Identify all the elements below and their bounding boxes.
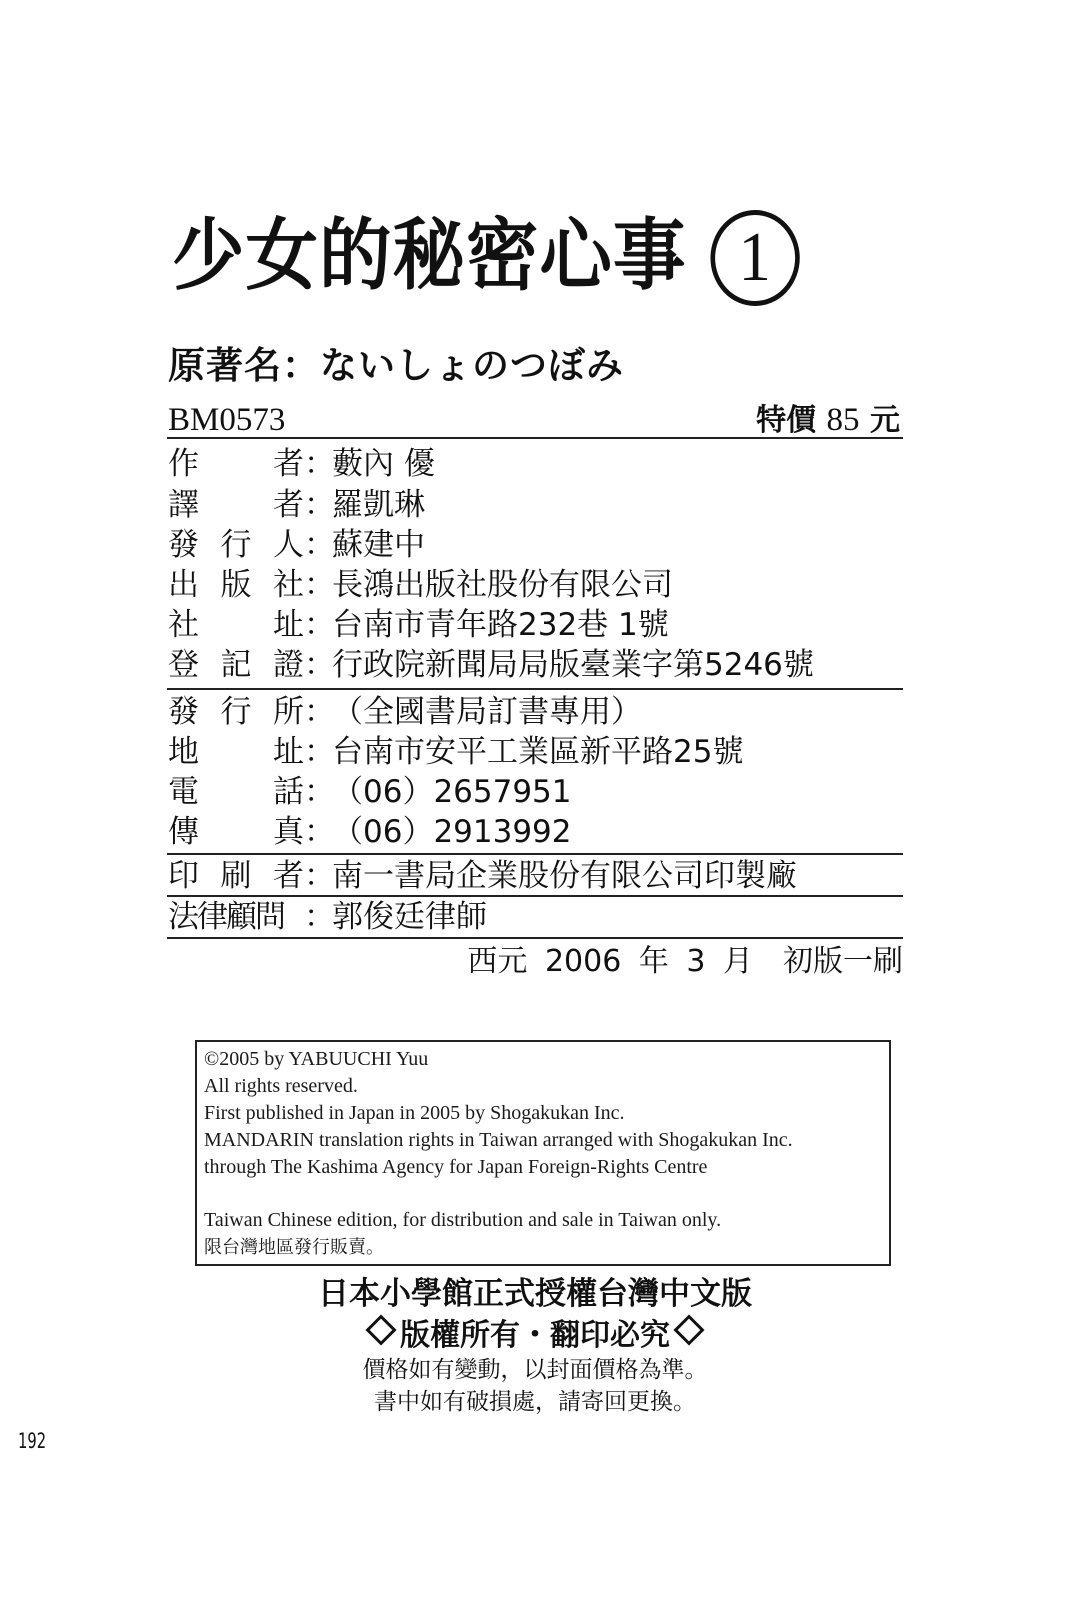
credit-value: 蘇建中	[332, 527, 425, 563]
credit-value: 羅凱琳	[332, 487, 425, 523]
credit-label: 作 者	[168, 446, 304, 482]
colon: ：	[304, 527, 335, 563]
distribution-note: Taiwan Chinese edition, for distribution and sale in Taiwan only.	[204, 1209, 722, 1231]
colon: ：	[304, 814, 335, 850]
colon: ：	[304, 647, 335, 683]
damage-return-note: 書中如有破損處，請寄回更換。	[374, 1389, 696, 1415]
colon: ：	[304, 694, 335, 730]
printer-value: 南一書局企業股份有限公司印製廠	[332, 858, 797, 894]
price-value: 85	[826, 402, 860, 438]
legal-row	[168, 897, 487, 937]
price-label: 特價	[756, 403, 817, 438]
dist-label: 電 話	[168, 774, 304, 810]
original-title-value: ないしょのつぼみ	[320, 344, 624, 387]
credit-label: 登 記 證	[168, 647, 304, 683]
dist-value: （06）2657951	[332, 774, 572, 810]
dist-row-phone	[168, 772, 572, 812]
copyright-box	[195, 1040, 891, 1266]
divider-rule	[167, 853, 903, 855]
book-title-text: 少女的秘密心事	[172, 211, 687, 301]
divider-rule	[167, 437, 903, 439]
credit-value: 台南市青年路232巷 1號	[332, 607, 669, 643]
printer-row	[168, 856, 797, 896]
colon: ：	[304, 858, 335, 894]
dist-row-fax	[168, 812, 572, 852]
dist-row-distributor	[168, 692, 642, 732]
copyright-line: MANDARIN translation rights in Taiwan arranged with Shogakukan Inc.	[204, 1129, 793, 1151]
printer-label: 印 刷 者	[168, 858, 304, 894]
dist-label: 傳 真	[168, 814, 304, 850]
credit-label: 社 址	[168, 607, 304, 643]
dist-label: 發 行 所	[168, 694, 304, 730]
volume-number-badge: 1	[710, 210, 799, 306]
credit-value: 行政院新聞局局版臺業字第5246號	[332, 647, 814, 683]
copyright-line: ©2005 by YABUUCHI Yuu	[204, 1048, 429, 1070]
dist-row-address	[168, 732, 743, 772]
credit-label: 發 行 人	[168, 527, 304, 563]
legal-label: 法律顧問	[168, 899, 284, 935]
colon: ：	[282, 344, 320, 387]
diamond-icon	[673, 1314, 704, 1345]
credit-row-author	[168, 444, 435, 484]
credit-label: 出 版 社	[168, 567, 304, 603]
dist-value: （全國書局訂書專用）	[332, 694, 642, 730]
credit-label: 譯 者	[168, 487, 304, 523]
edition-date: 西元 2006 年 3 月 初版一刷	[467, 944, 903, 979]
colon: ：	[304, 774, 335, 810]
copyright-line: through The Kashima Agency for Japan Foreign-Rights Centre	[204, 1156, 708, 1178]
divider-rule	[167, 937, 903, 939]
license-statement: 日本小學館正式授權台灣中文版	[318, 1276, 752, 1312]
original-title-label: 原著名	[168, 344, 282, 387]
colon: ：	[304, 899, 335, 935]
credit-row-publisher	[168, 565, 673, 605]
dist-value: （06）2913992	[332, 814, 572, 850]
credit-value: 藪內 優	[332, 446, 435, 482]
price-change-note: 價格如有變動，以封面價格為準。	[362, 1357, 708, 1383]
book-title	[172, 206, 800, 306]
book-code: BM0573	[168, 402, 286, 438]
divider-rule	[167, 688, 903, 690]
rights-text: 版權所有・翻印必究	[400, 1318, 670, 1353]
colon: ：	[304, 607, 335, 643]
colon: ：	[304, 446, 335, 482]
colon: ：	[304, 734, 335, 770]
spacer	[204, 1181, 889, 1207]
copyright-line: All rights reserved.	[204, 1075, 358, 1097]
price-unit: 元	[870, 403, 900, 438]
diamond-icon	[365, 1314, 396, 1345]
credit-row-translator	[168, 485, 425, 525]
colon: ：	[304, 567, 335, 603]
price	[756, 400, 900, 441]
colon: ：	[304, 487, 335, 523]
legal-value: 郭俊廷律師	[332, 899, 487, 935]
credit-row-publisher-person	[168, 525, 425, 565]
dist-value: 台南市安平工業區新平路25號	[332, 734, 744, 770]
credit-value: 長鴻出版社股份有限公司	[332, 567, 673, 603]
credit-row-address	[168, 605, 669, 645]
original-title	[168, 340, 624, 392]
copyright-line: First published in Japan in 2005 by Shogakukan Inc.	[204, 1102, 625, 1124]
page-number: 192	[18, 1429, 47, 1453]
credit-row-registration	[168, 645, 814, 685]
dist-label: 地 址	[168, 734, 304, 770]
distribution-note-zh: 限台灣地區發行販賣。	[204, 1237, 384, 1258]
rights-statement	[0, 1314, 1070, 1358]
